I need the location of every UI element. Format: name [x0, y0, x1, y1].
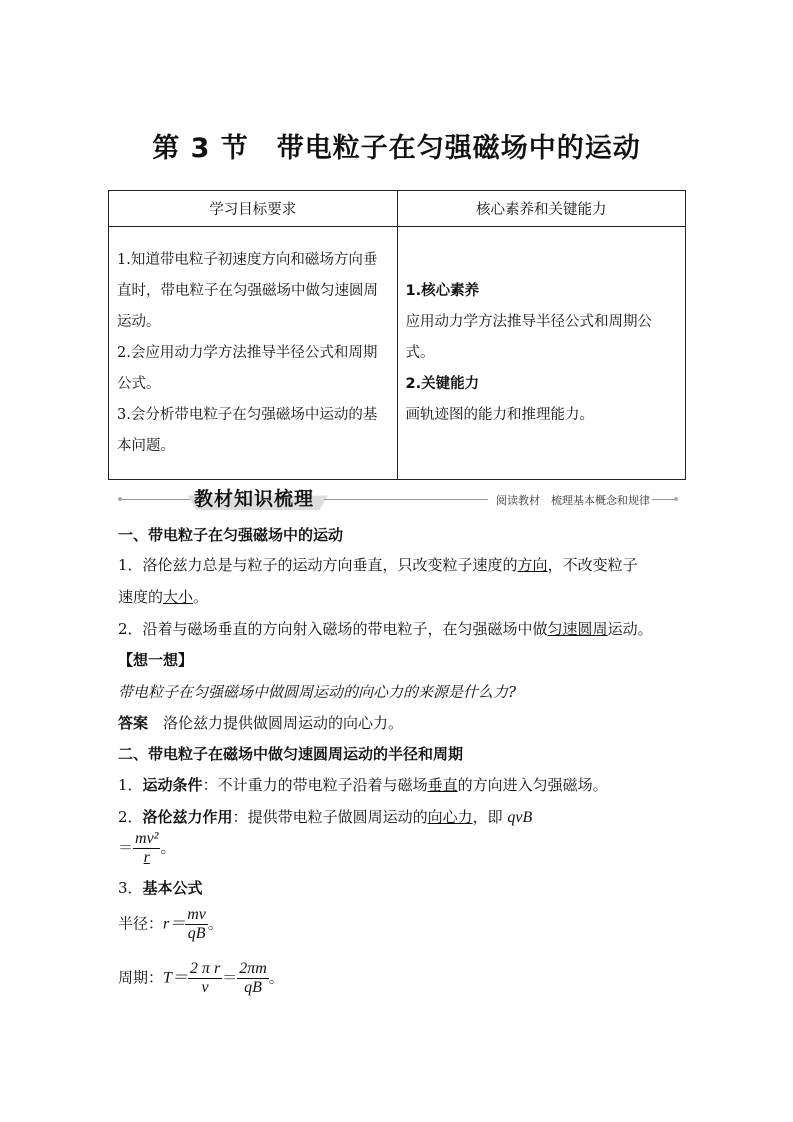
section-heading: 一、带电粒子在匀强磁场中的运动 [118, 526, 344, 544]
paragraph: 3．基本公式 [118, 879, 203, 897]
competency-text: 画轨迹图的能力和推理能力。 [405, 406, 594, 423]
formula-period: 周期：T＝ $\frac{\text{2 π r}}{v}$ ＝ $\frac{2\pi m}{qB}$ 。 [118, 960, 284, 996]
paragraph: 1．洛伦兹力总是与粒子的运动方向垂直，只改变粒子速度的方向，不改变粒子 [118, 556, 638, 574]
banner-subtitle: 阅读教材 梳理基本概念和规律 [496, 494, 650, 507]
objective-item: 1.知道带电粒子初速度方向和磁场方向垂直时，带电粒子在匀强磁场中做匀速圆周运动。 [117, 251, 378, 330]
objective-item: 2.会应用动力学方法推导半径公式和周期公式。 [117, 344, 378, 392]
competency-heading: 2.关键能力 [405, 375, 480, 392]
paragraph: 2．沿着与磁场垂直的方向射入磁场的带电粒子，在匀强磁场中做匀速圆周运动。 [118, 620, 653, 638]
think-answer: 答案 洛伦兹力提供做圆周运动的向心力。 [118, 714, 404, 732]
paragraph: 1．运动条件：不计重力的带电粒子沿着与磁场垂直的方向进入匀强磁场。 [118, 776, 608, 794]
table-header: 学习目标要求 [109, 191, 398, 227]
page-title: 第 3 节 带电粒子在匀强磁场中的运动 [152, 133, 641, 164]
objectives-table [108, 190, 686, 480]
objective-item: 3.会分析带电粒子在匀强磁场中运动的基本问题。 [117, 406, 378, 454]
formula-radius: 半径：r＝ $\frac{mv}{qB}$ 。 [118, 906, 223, 942]
competency-heading: 1.核心素养 [405, 282, 480, 299]
think-question: 带电粒子在匀强磁场中做圆周运动的向心力的来源是什么力? [118, 683, 517, 701]
section-banner [118, 486, 678, 512]
table-header: 核心素养和关键能力 [397, 191, 686, 227]
banner-title: 教材知识梳理 [194, 488, 315, 510]
formula-lorentz: ＝ $\frac{\text{mv²}}{r}$ 。 [118, 830, 176, 866]
paragraph: 速度的大小。 [118, 588, 209, 606]
competency-text: 应用动力学方法推导半径公式和周期公式。 [405, 313, 652, 361]
paragraph: 2．洛伦兹力作用：提供带电粒子做圆周运动的向心力，即 qvB [118, 808, 533, 826]
think-label: 【想一想】 [118, 651, 194, 669]
objectives-cell [109, 227, 398, 480]
competency-cell [397, 227, 686, 480]
section-heading: 二、带电粒子在磁场中做匀速圆周运动的半径和周期 [118, 745, 464, 763]
